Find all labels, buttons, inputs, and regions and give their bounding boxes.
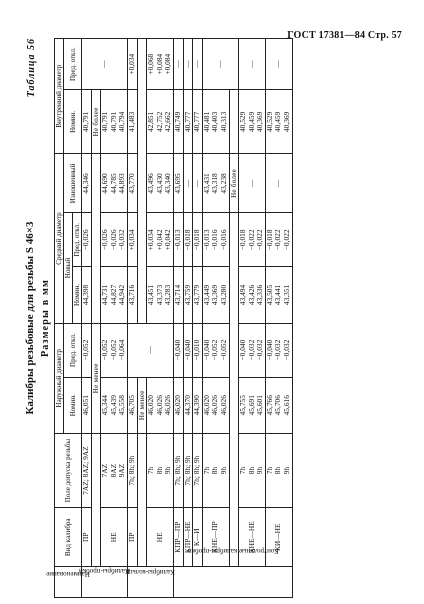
cell-mid-nom: 43,449 43,369 43,280 [202,267,229,323]
cell-mid-nom: 43,714 [173,267,183,323]
col-kind: Вид калибра [55,508,82,567]
cell-outer-dev: −0,040 [173,323,183,377]
col-inner-dev: Пред. откл. [64,39,82,90]
cell-field: 7h 8h 9h [239,433,266,507]
cell-mid-nom: 43,494 43,426 43,336 [239,267,266,323]
cell-mid-worn: 43,431 43,318 43,238 [202,154,229,213]
cell-outer-dev: −0,040 [183,323,193,377]
cell-inner-dev: — [173,39,183,90]
cell-kind: К—И [193,508,203,567]
cell-mid-dev: +0,034 [127,213,137,267]
cell-mid-dev: −0,013 −0,016 −0,016 [202,213,229,267]
cell-outer-nom: 46,020 46,026 46,026 [202,377,229,433]
table-row [127,39,137,598]
table-row [173,39,183,598]
cell-field: 7AZ; 8AZ; 9AZ [82,433,92,507]
cell-mid-nom: 43,716 [127,267,137,323]
table-label: Таблица [26,53,37,98]
cell-mid-nom: 43,505 43,441 43,351 [265,267,292,323]
cell-mid-nom: 43,451 43,373 43,283 [147,267,174,323]
cell-inner-dev: +0,068 +0,084 +0,084 [147,39,174,90]
cell-kind: НЕ [101,508,128,567]
not-more-label: Не более [91,90,101,154]
cell-inner-nom: 40,529 40,459 40,369 [265,90,292,154]
table-row [265,39,292,598]
cell-mid-worn: 43,496 43,430 43,340 [147,154,174,213]
cell-field: 7AZ 8AZ 9AZ [101,433,128,507]
col-inner: Внутренний диаметр [55,39,64,154]
cell-inner-nom: 40,481 40,403 40,313 [202,90,229,154]
col-mid-worn: Изношенный [64,154,82,213]
cell-outer-dev: −0,040 −0,032 −0,032 [239,323,266,377]
cell-outer-nom: 44,370 [183,377,193,433]
cell-outer-dev: — [127,323,173,377]
cell-kind: КПР—ПР [173,508,183,567]
group-control: Контрольные калибры-пробки [173,567,292,598]
cell-outer-nom: 46,051 [82,377,92,433]
group-plugs: Калибры-пробки [82,567,128,598]
cell-mid-worn: 44,690 44,785 44,893 [101,154,128,213]
cell-kind: ПР [127,508,137,567]
col-mid-nom: Номин. [73,267,82,323]
cell-kind: КНЕ—НЕ [239,508,266,567]
not-less-label: Не менее [91,323,101,433]
cell-outer-nom: 45,766 45,706 45,616 [265,377,292,433]
not-less-label: Не менее [137,377,147,433]
cell-field: 7h 8h 9h [202,433,229,507]
cell-inner-dev: +0,034 [127,39,137,90]
cell-mid-dev: −0,026 −0,026 −0,032 [101,213,128,267]
cell-mid-worn: — [183,154,193,213]
cell-field: 7h; 8h; 9h [127,433,137,507]
gauge-table [46,38,293,598]
cell-inner-dev: — [239,39,266,90]
cell-field: 7h; 8h; 9h [193,433,203,507]
cell-inner-nom: 41,483 [127,90,137,154]
cell-mid-dev: −0,018 [193,213,203,267]
group-rings: Калибры-кольца [127,567,173,598]
cell-outer-dev: −0,010 [193,323,203,377]
cell-mid-nom: 44,731 44,827 44,942 [101,267,128,323]
col-mid-new: Новый [64,213,73,323]
cell-outer-nom: 46,705 [127,377,137,433]
cell-outer-dev: −0,040 −0,032 −0,032 [265,323,292,377]
table-row [147,39,174,598]
col-inner-nom: Номин. [64,90,82,154]
cell-mid-nom: 43,759 [183,267,193,323]
cell-field: 7h; 8h; 9h [183,433,193,507]
page-header: ГОСТ 17381—84 Стр. 57 [287,30,402,41]
cell-mid-worn: 43,695 [173,154,183,213]
table-row [193,39,203,598]
cell-outer-dev: −0,052 [82,323,92,377]
cell-outer-dev: −0,040 −0,052 −0,052 [202,323,229,377]
cell-mid-nom: 43,779 [193,267,203,323]
not-more-label: Не более [229,154,239,213]
cell-inner-dev: — [202,39,238,90]
cell-field: 7h 8h 9h [147,433,174,507]
cell-kind: ПР [82,508,92,567]
col-field: Поле допуска резьбы [55,433,82,507]
cell-inner-dev: — [82,39,128,90]
table-page-number: 56 [26,38,37,50]
cell-inner-nom: 40,777 [193,90,203,154]
cell-field: 7h; 8h; 9h [173,433,183,507]
col-middle: Средний диаметр [55,154,64,323]
cell-kind: КНЕ—ПР [202,508,229,567]
cell-mid-dev: −0,026 [82,213,92,267]
col-mid-dev: Пред. откл. [73,213,82,267]
cell-mid-dev: −0,018 −0,022 −0,022 [239,213,266,267]
table-number [26,38,37,97]
cell-mid-dev: −0,018 −0,022 −0,022 [265,213,292,267]
cell-inner-dev: — [193,39,203,90]
cell-inner-nom: 40,749 [173,90,183,154]
cell-mid-dev: −0,018 [183,213,193,267]
cell-outer-nom: 46,020 [173,377,183,433]
cell-inner-nom: 40,777 [183,90,193,154]
cell-inner-nom: 40,529 40,459 40,369 [239,90,266,154]
cell-mid-nom: 44,398 [82,267,92,323]
col-group: Наименование [55,567,82,598]
cell-mid-worn: — [239,154,266,213]
cell-mid-dev: −0,013 [173,213,183,267]
cell-kind: НЕ [147,508,174,567]
cell-outer-dev: −0,052 −0,052 −0,064 [101,323,128,377]
table-title: Калибры резьбовые для резьбы S 46×3 [24,221,36,415]
rotated-page [22,38,402,598]
cell-mid-worn: — [193,154,203,213]
cell-mid-worn: 44,346 [82,154,92,213]
cell-kind: КИ—НЕ [265,508,292,567]
table-row [202,39,229,598]
cell-outer-nom: 45,755 45,691 45,601 [239,377,266,433]
cell-mid-worn: 43,770 [127,154,137,213]
col-outer-nom: Номин. [64,377,82,433]
cell-outer-nom: 45,344 45,439 45,558 [101,377,128,433]
cell-outer-nom: 46,020 46,026 46,026 [147,377,174,433]
cell-inner-nom: 42,851 42,752 42,662 [147,90,174,154]
table-row [239,39,266,598]
cell-kind: КПР—НЕ [183,508,193,567]
cell-inner-nom: 40,791 [82,90,92,154]
table-subtitle: Размеры в мм [40,278,51,358]
cell-field: 7h 8h 9h [265,433,292,507]
cell-inner-dev: — [265,39,292,90]
cell-mid-worn: — [265,154,292,213]
cell-inner-nom: 40,791 40,791 40,794 [101,90,128,154]
cell-inner-dev: — [183,39,193,90]
table-row [82,39,92,598]
col-outer-dev: Пред. откл. [64,323,82,377]
cell-mid-dev: +0,034 +0,042 +0,042 [147,213,174,267]
cell-outer-nom: 44,390 [193,377,203,433]
col-outer: Наружный диаметр [55,323,64,433]
